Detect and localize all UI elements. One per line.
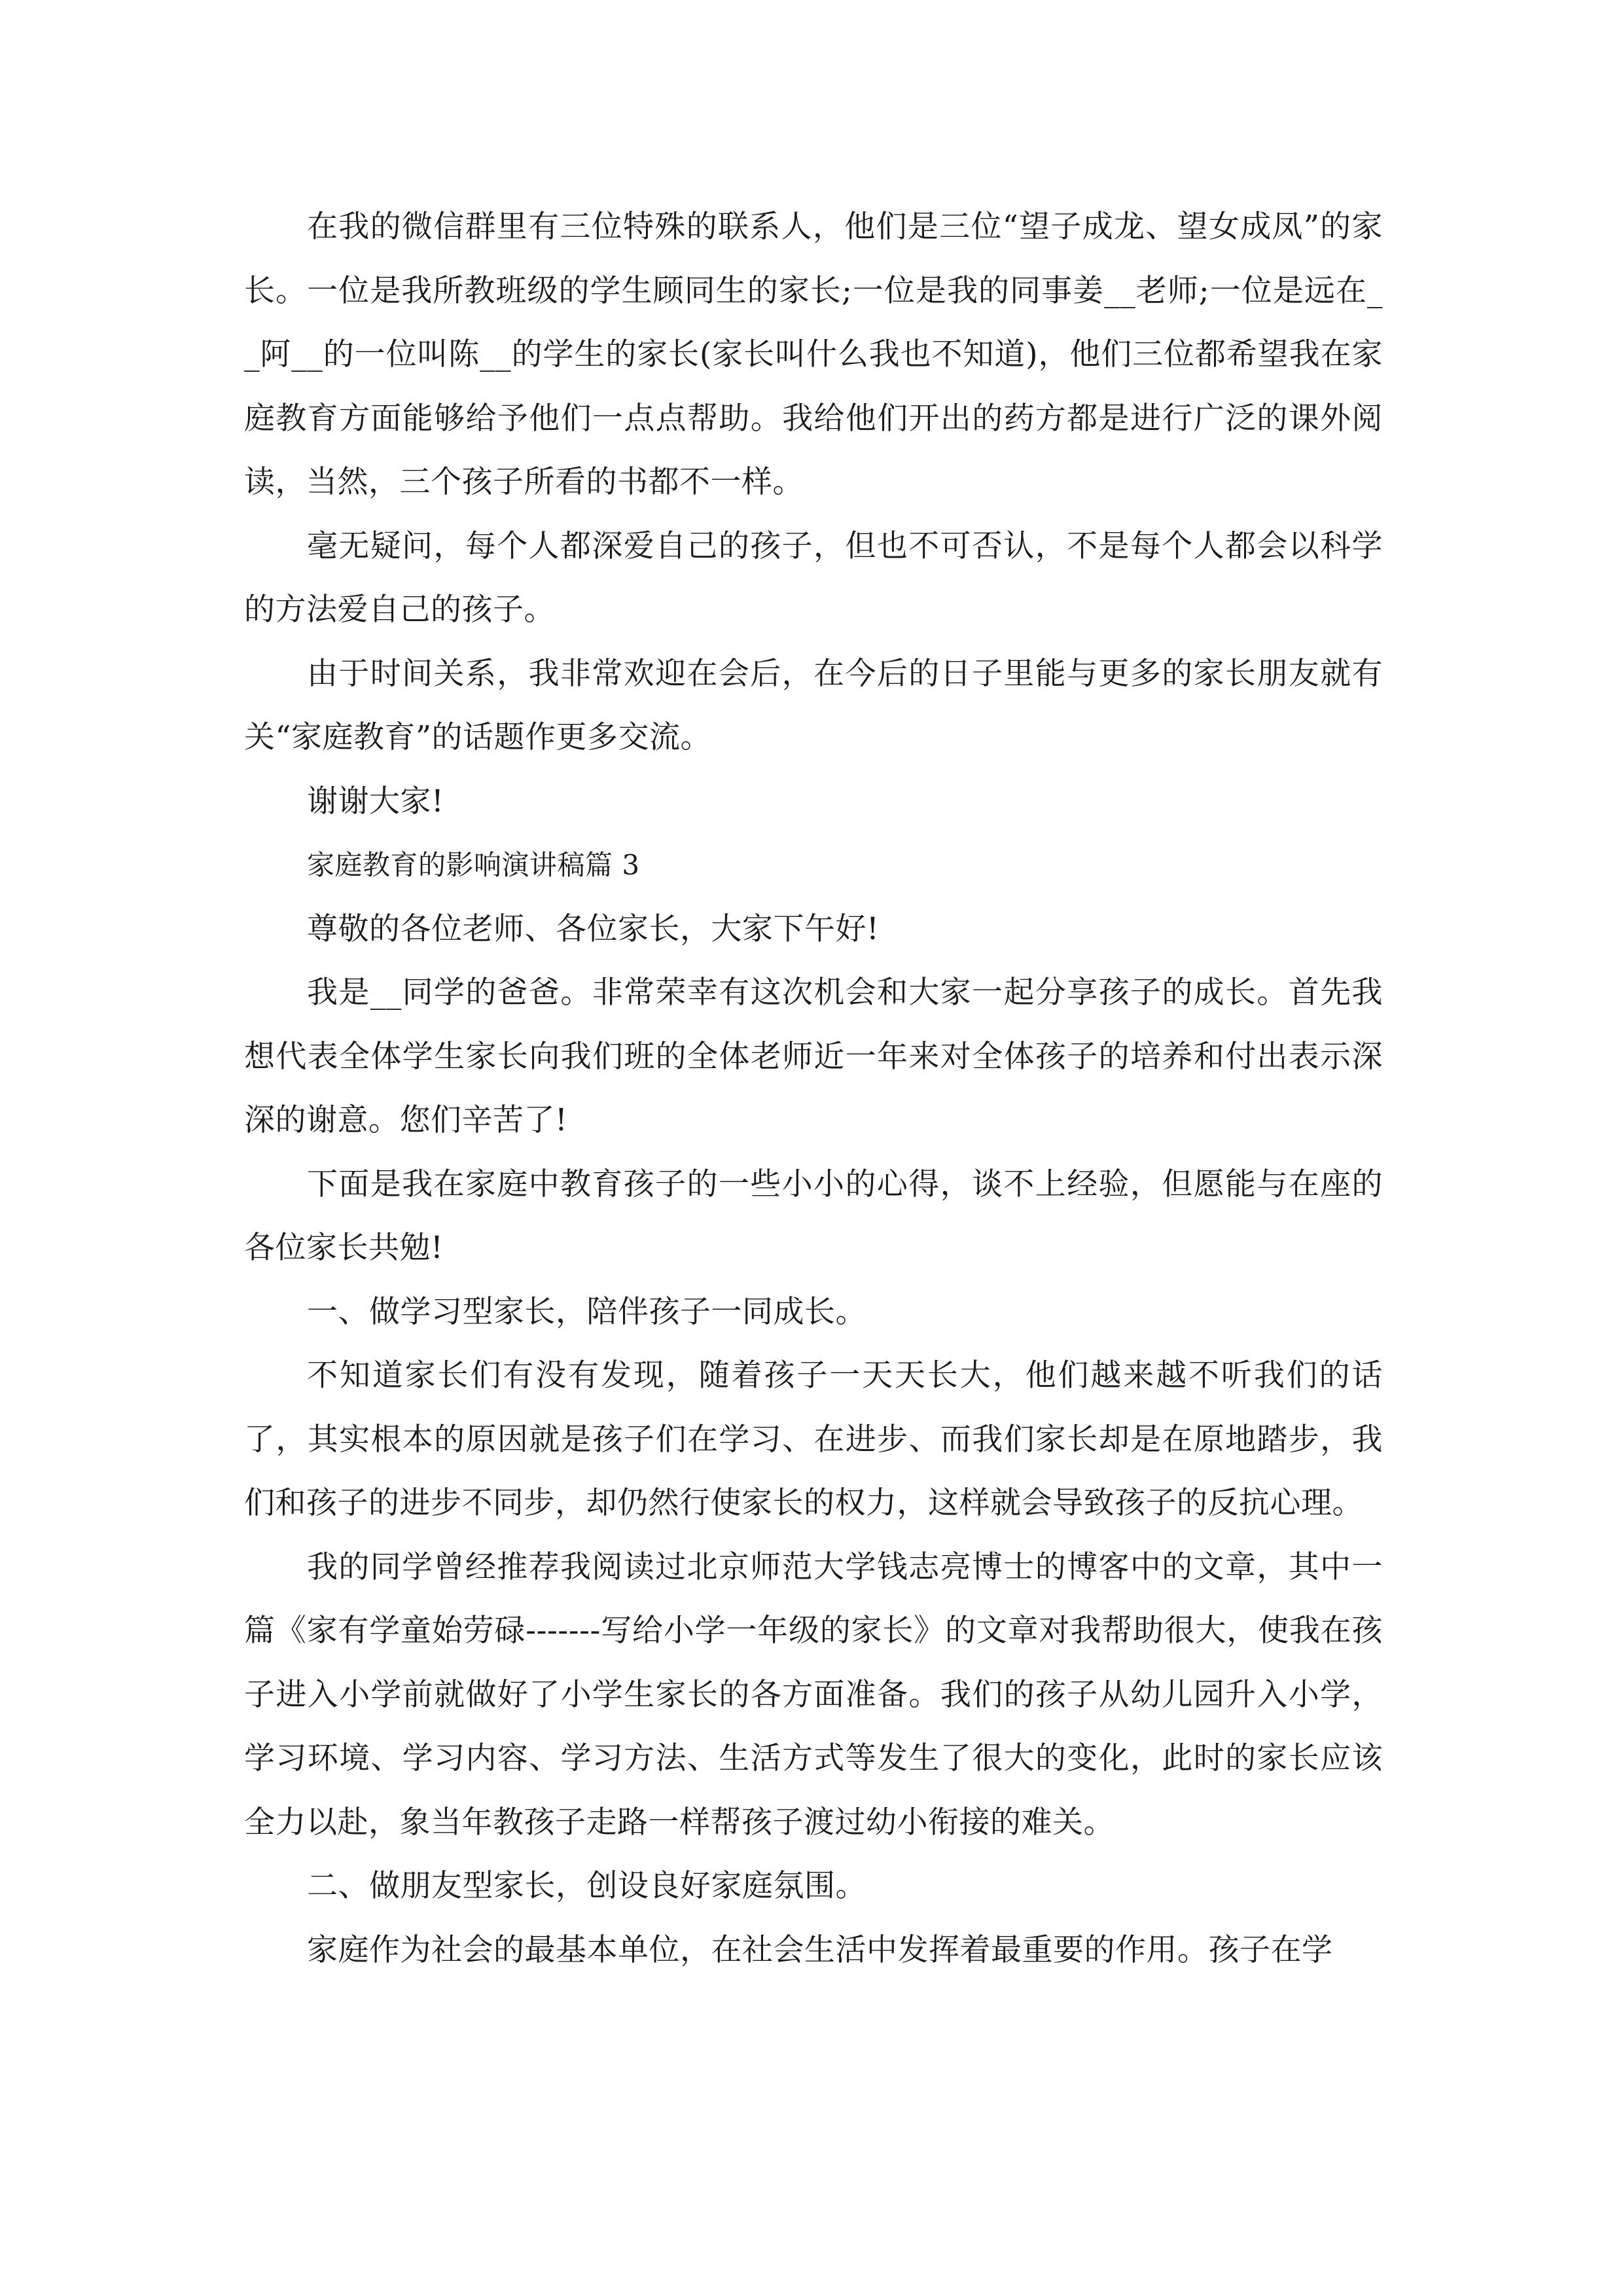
- document-body: [244, 195, 1383, 1982]
- paragraph: 下面是我在家庭中教育孩子的一些小小的心得，谈不上经验，但愿能与在座的各位家长共勉!: [244, 1166, 1383, 1266]
- paragraph: 我的同学曾经推荐我阅读过北京师范大学钱志亮博士的博客中的文章，其中一篇《家有学童始劳碌-------写给小学一年级的家长》的文章对我帮助很大，使我在孩子进入小学前就做好了小学生家长的各方面准备。我们的孩子从幼儿园升入小学，学习环境、学习内容、学习方法、生活方式等发生了很大的变化，此时的家长应该全力以赴，象当年教孩子走路一样帮孩子渡过幼小衔接的难关。: [244, 1549, 1383, 1840]
- paragraph: 由于时间关系，我非常欢迎在会后，在今后的日子里能与更多的家长朋友就有关“家庭教育”的话题作更多交流。: [244, 655, 1383, 755]
- paragraph: 我是__同学的爸爸。非常荣幸有这次机会和大家一起分享孩子的成长。首先我想代表全体学生家长向我们班的全体老师近一年来对全体孩子的培养和付出表示深深的谢意。您们辛苦了!: [244, 975, 1383, 1138]
- paragraph: 在我的微信群里有三位特殊的联系人，他们是三位“望子成龙、望女成凤”的家长。一位是我所教班级的学生顾同生的家长;一位是我的同事姜__老师;一位是远在__阿__的一位叫陈__的学生的家长(家长叫什么我也不知道)，他们三位都希望我在家庭教育方面能够给予他们一点点帮助。我给他们开出的药方都是进行广泛的课外阅读，当然，三个孩子所看的书都不一样。: [244, 209, 1383, 500]
- paragraph: 谢谢大家!: [307, 783, 444, 819]
- paragraph: 毫无疑问，每个人都深爱自己的孩子，但也不可否认，不是每个人都会以科学的方法爱自己的孩子。: [244, 528, 1383, 628]
- paragraph: 尊敬的各位老师、各位家长，大家下午好!: [307, 910, 880, 947]
- paragraph: 不知道家长们有没有发现，随着孩子一天天长大，他们越来越不听我们的话了，其实根本的原因就是孩子们在学习、在进步、而我们家长却是在原地踏步，我们和孩子的进步不同步，却仍然行使家长的权力，这样就会导致孩子的反抗心理。: [244, 1357, 1383, 1521]
- paragraph: 二、做朋友型家长，创设良好家庭氛围。: [307, 1868, 866, 1904]
- paragraph: 家庭作为社会的最基本单位，在社会生活中发挥着最重要的作用。孩子在学: [307, 1931, 1333, 1968]
- section-heading: 家庭教育的影响演讲稿篇 3: [307, 849, 640, 881]
- paragraph: 一、做学习型家长，陪伴孩子一同成长。: [307, 1293, 866, 1330]
